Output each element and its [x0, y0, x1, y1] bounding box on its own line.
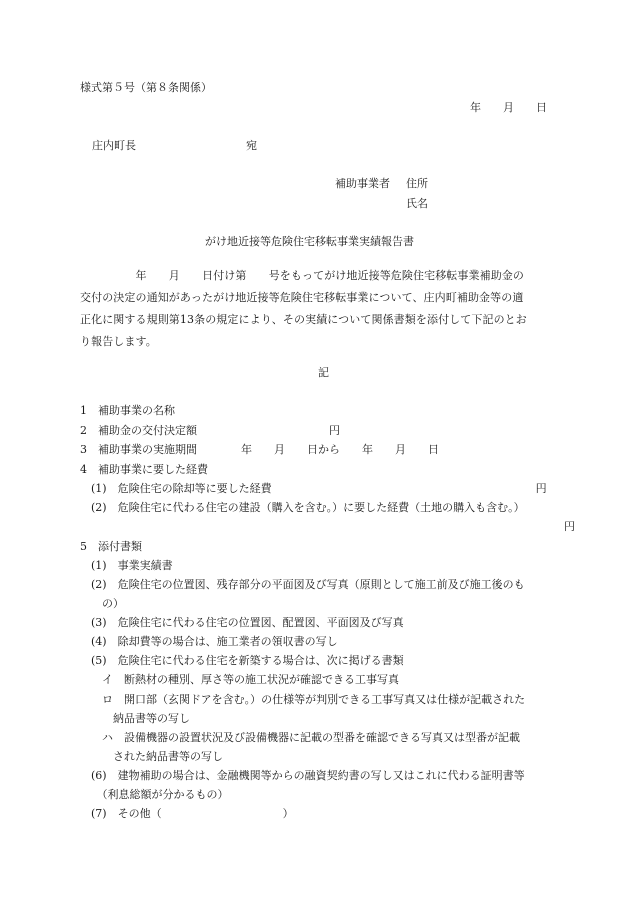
- item-5-4: (4) 除却費等の場合は、施工業者の領収書の写し: [80, 635, 338, 648]
- item-5-5-ro: ロ 開口部（玄関ドアを含む。）の仕様等が判別できる工事写真又は仕様が記載された: [80, 693, 526, 706]
- item-1: 1 補助事業の名称: [80, 404, 175, 417]
- body-line: 交付の決定の通知があったがけ地近接等危険住宅移転事業について、庄内町補助金等の適: [80, 291, 524, 304]
- item-5-5-ro-cont: 納品書等の写し: [80, 712, 190, 725]
- item-4: 4 補助事業に要した経費: [80, 463, 208, 476]
- item-5-5-ha-cont: された納品書等の写し: [80, 750, 223, 763]
- item-2: 2 補助金の交付決定額 円: [80, 424, 340, 437]
- item-5-3: (3) 危険住宅に代わる住宅の位置図、配置図、平面図及び写真: [80, 616, 404, 629]
- item-5-6-cont: （利息総額が分かるもの）: [80, 788, 229, 801]
- item-4-1: (1) 危険住宅の除却等に要した経費 円: [80, 482, 547, 495]
- document-title: がけ地近接等危険住宅移転事業実績報告書: [205, 235, 414, 248]
- applicant-address-label: 住所: [406, 177, 428, 190]
- item-5-7: (7) その他（ ）: [80, 807, 294, 820]
- item-5-5-ha: ハ 設備機器の設置状況及び設備機器に記載の型番を確認できる写真又は型番が記載: [80, 731, 520, 744]
- form-label: 様式第５号（第８条関係）: [80, 81, 212, 94]
- ki-heading: 記: [318, 366, 329, 379]
- item-4-2-yen: 円: [80, 520, 575, 533]
- body-paragraph: [80, 265, 570, 353]
- item-5-2: (2) 危険住宅の位置図、残存部分の平面図及び写真（原則として施工前及び施工後のも: [80, 578, 525, 591]
- item-5-6: (6) 建物補助の場合は、金融機関等からの融資契約書の写し又はこれに代わる証明書等: [80, 769, 525, 782]
- item-5-5: (5) 危険住宅に代わる住宅を新築する場合は、次に掲げる書類: [80, 654, 404, 667]
- body-line: 正化に関する規則第13条の規定により、その実績について関係書類を添付して下記のとお: [80, 313, 527, 326]
- item-5-5-i: イ 断熱材の種別、厚さ等の施工状況が確認できる工事写真: [80, 673, 399, 686]
- applicant-label: 補助事業者: [335, 177, 390, 190]
- item-3: 3 補助事業の実施期間 年 月 日から 年 月 日: [80, 443, 439, 456]
- body-line: 年 月 日付け第 号をもってがけ地近接等危険住宅移転事業補助金の: [80, 269, 524, 282]
- item-5-2-cont: の）: [80, 597, 124, 610]
- body-line: り報告します。: [80, 335, 157, 348]
- item-4-2: (2) 危険住宅に代わる住宅の建設（購入を含む。）に要した経費（土地の購入も含む。）: [80, 501, 525, 514]
- addressee: 庄内町長 宛: [92, 139, 257, 152]
- applicant-name-label: 氏名: [406, 197, 428, 210]
- date-line: 年 月 日: [470, 101, 547, 114]
- item-5: 5 添付書類: [80, 540, 142, 553]
- item-5-1: (1) 事業実績書: [80, 559, 173, 572]
